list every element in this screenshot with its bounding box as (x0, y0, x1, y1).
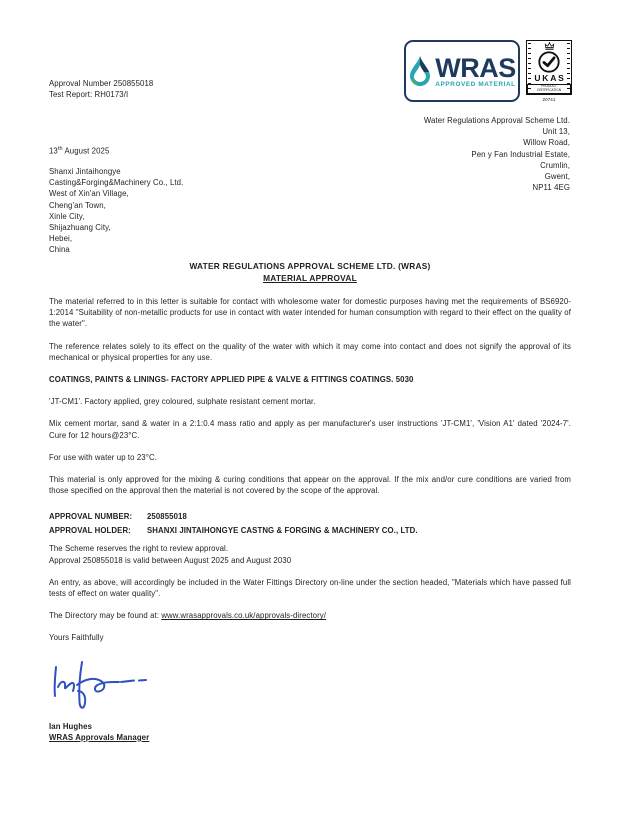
approval-number-line: Approval Number 250855018 (49, 79, 154, 88)
crown-icon (543, 42, 556, 50)
logo-group (404, 40, 574, 103)
validity-line: Approval 250855018 is valid between August 2025 and August 2030 (49, 555, 292, 565)
sender-address (424, 115, 570, 193)
recipient-address-line: West of Xin'an Village, (49, 189, 129, 199)
ukas-number: 20741 (542, 97, 556, 102)
ukas-name: UKAS (534, 73, 566, 84)
paragraph-approval-conditions: This material is only approved for the mixing & curing conditions that appear on the approval. If the mix and/or cure conditions are varied from those specified on the approval then the material is not covered by the scope of the approval. (49, 474, 571, 496)
wras-logo (404, 40, 520, 102)
sender-address-line: NP11 4EG (532, 183, 570, 193)
recipient-address-line: Cheng'an Town, (49, 200, 106, 210)
directory-link-prefix: The Directory may be found at: (49, 611, 162, 621)
approval-number-label: APPROVAL NUMBER: (49, 512, 133, 522)
recipient-address (49, 166, 183, 256)
date-day: 13 (49, 146, 58, 156)
wras-logo-texts (435, 52, 516, 88)
paragraph-product-description: 'JT-CM1'. Factory applied, grey coloured, sulphate resistant cement mortar. (49, 397, 316, 407)
sender-address-line: Water Regulations Approval Scheme Ltd. (423, 116, 570, 125)
signature-image (49, 655, 159, 713)
signer-name: Ian Hughes (49, 721, 93, 731)
paragraph-water-temperature: For use with water up to 23°C. (49, 452, 157, 462)
recipient-address-line: Hebei, (49, 234, 73, 244)
wras-logo-tagline: APPROVED MATERIAL (435, 80, 516, 88)
date-suffix: th (57, 146, 63, 152)
reference-block (49, 78, 153, 100)
paragraph-material-suitability: The material referred to in this letter is suitable for contact with wholesome water for domestic purposes having met the requirements of BS6920-1:2014 "Suitability of non-metallic products for use in contact with water intended for human consumption with regard to their effect on the quality of the water". (49, 296, 571, 329)
ukas-ticks-right (567, 43, 570, 92)
letter-title (49, 261, 571, 284)
directory-link[interactable]: www.wrasapprovals.co.uk/approvals-directory/ (161, 611, 327, 621)
closing-salutation: Yours Faithfully (49, 633, 104, 643)
ukas-box (526, 40, 572, 95)
ukas-logo (524, 40, 574, 103)
sender-address-line: Gwent, (544, 172, 570, 182)
title-line2: MATERIAL APPROVAL (263, 272, 357, 283)
recipient-address-line: Shijazhuang City, (49, 223, 111, 233)
paragraph-mix-instructions: Mix cement mortar, sand & water in a 2:1:0.4 mass ratio and apply as per manufacturer's user instructions 'JT-CM1', 'Vision A1' dated '2024-7'. Cure for 12 hours@23°C. (49, 419, 571, 440)
section-heading-coatings: COATINGS, PAINTS & LININGS- FACTORY APPLIED PIPE & VALVE & FITTINGS COATINGS. 5030 (49, 374, 414, 384)
recipient-address-line: Shanxi Jintaihongye (49, 167, 121, 176)
approval-holder-label: APPROVAL HOLDER: (49, 526, 131, 536)
paragraph-directory-entry: An entry, as above, will accordingly be included in the Water Fittings Directory on-line under the section headed, "Materials which have passed full tests of effect on water quality". (49, 577, 571, 598)
letter-body (49, 261, 571, 743)
ukas-ticks-left (528, 43, 531, 92)
checkmark-circle-icon (536, 50, 562, 74)
recipient-address-line: China (49, 245, 70, 255)
sender-address-line: Pen y Fan Industrial Estate, (471, 149, 570, 159)
date-rest: August 2025 (62, 146, 110, 156)
paragraph-directory-link (49, 610, 571, 621)
ukas-cert-text: PRODUCT CERTIFICATION (527, 84, 571, 94)
sender-address-line: Unit 13, (542, 127, 570, 137)
water-drop-icon (408, 55, 432, 87)
recipient-address-line: Xinle City, (49, 211, 85, 221)
sender-address-line: Crumlin, (540, 160, 570, 170)
review-line: The Scheme reserves the right to review approval. (49, 544, 229, 554)
approval-holder-value: SHANXI JINTAIHONGYE CASTNG & FORGING & MACHINERY CO., LTD. (147, 526, 418, 536)
wras-logo-name: WRAS (435, 52, 516, 83)
test-report-line: Test Report: RH0173/I (49, 90, 129, 100)
paragraph-review-validity (49, 543, 571, 565)
sender-address-line: Willow Road, (523, 138, 570, 148)
letter-date (49, 144, 109, 157)
recipient-address-line: Casting&Forging&Machinery Co., Ltd. (49, 178, 184, 188)
approval-holder-row (49, 524, 571, 538)
title-line1: WATER REGULATIONS APPROVAL SCHEME LTD. (WRAS) (189, 261, 431, 271)
approval-number-row (49, 510, 571, 524)
approval-details (49, 510, 571, 538)
approval-number-value: 250855018 (147, 512, 187, 522)
signer-role: WRAS Approvals Manager (49, 732, 150, 742)
paragraph-reference-scope: The reference relates solely to its effect on the quality of the water with which it may come into contact and does not signify the approval of its mechanical or physical properties for any use. (49, 341, 571, 362)
